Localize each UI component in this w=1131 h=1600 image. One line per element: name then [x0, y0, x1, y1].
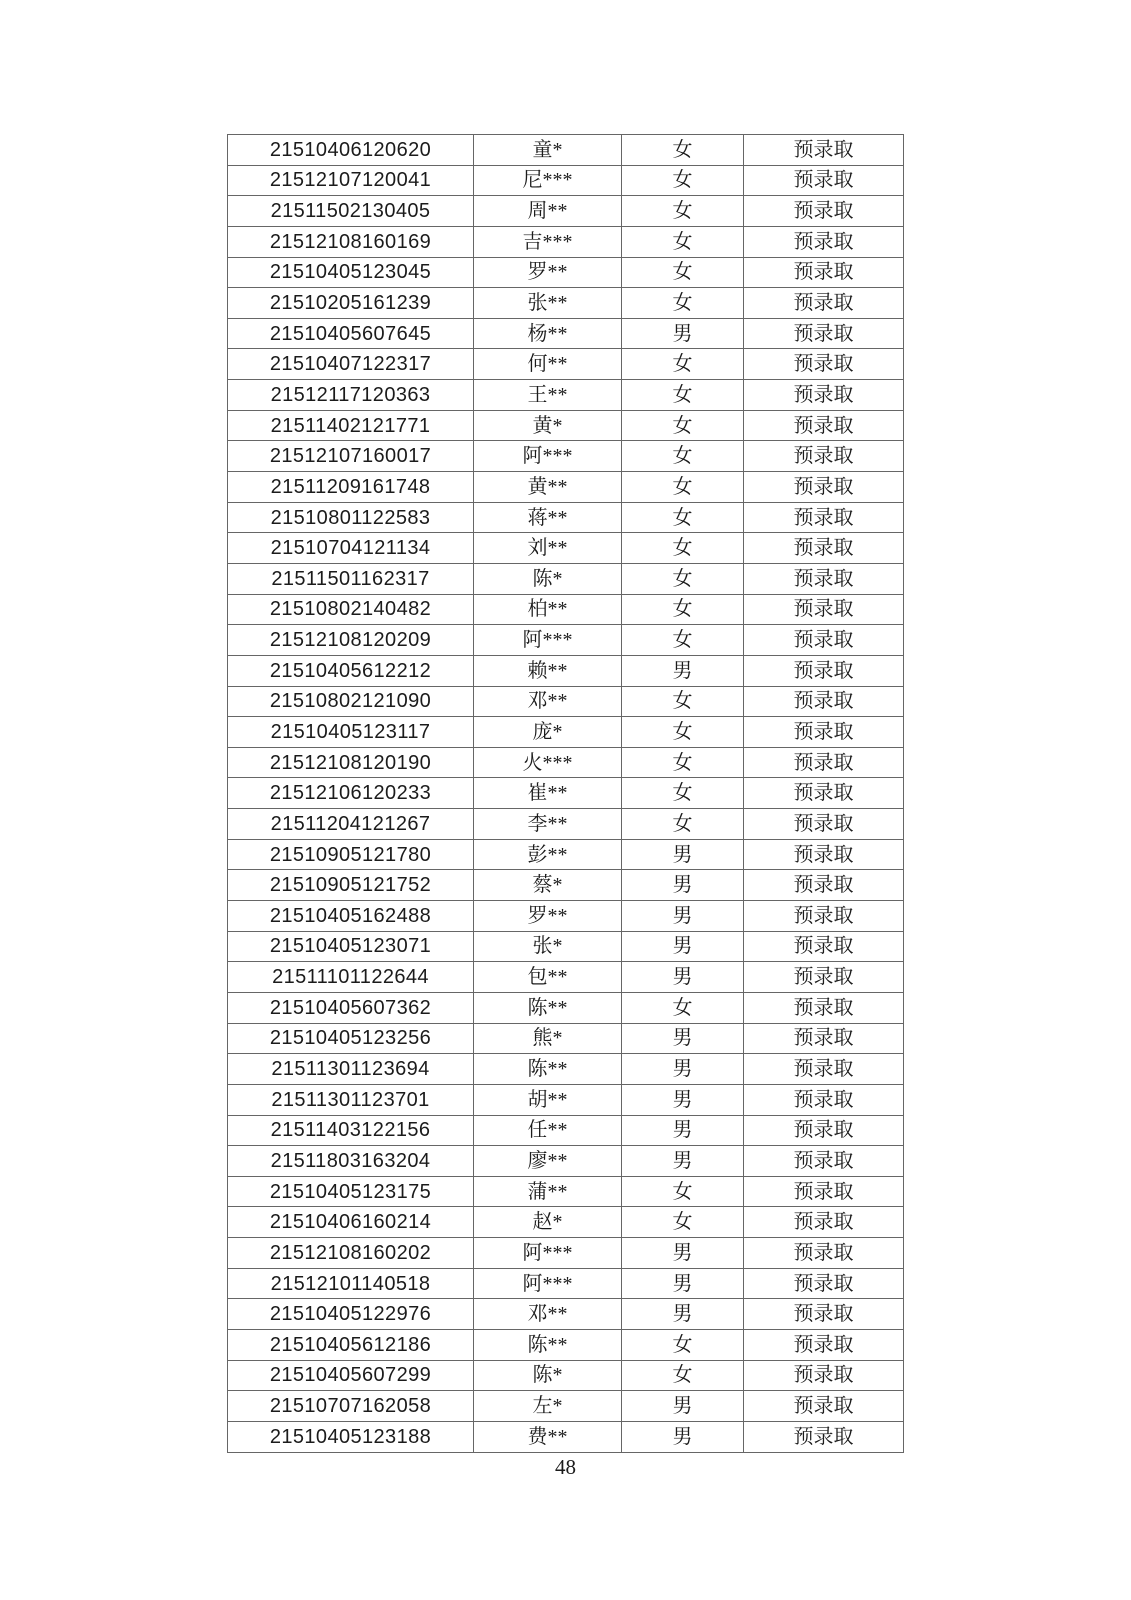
table-row — [228, 533, 904, 564]
status-cell: 预录取 — [744, 747, 904, 778]
name-cell: 崔** — [474, 778, 622, 809]
gender-cell: 男 — [622, 870, 744, 901]
table-row — [228, 901, 904, 932]
table-row — [228, 257, 904, 288]
table-row — [228, 1084, 904, 1115]
gender-cell: 男 — [622, 655, 744, 686]
page-number: 48 — [555, 1455, 576, 1479]
gender-cell: 男 — [622, 318, 744, 349]
name-cell: 王** — [474, 380, 622, 411]
gender-cell: 女 — [622, 226, 744, 257]
name-cell: 火*** — [474, 747, 622, 778]
gender-cell: 女 — [622, 809, 744, 840]
status-cell: 预录取 — [744, 839, 904, 870]
table-row — [228, 870, 904, 901]
name-cell: 陈** — [474, 992, 622, 1023]
gender-cell: 女 — [622, 135, 744, 166]
exam-id-cell: 21510802140482 — [228, 594, 474, 625]
table-row — [228, 502, 904, 533]
gender-cell: 男 — [622, 1238, 744, 1269]
name-cell: 阿*** — [474, 1238, 622, 1269]
table-row — [228, 410, 904, 441]
table-row — [228, 165, 904, 196]
name-cell: 包** — [474, 962, 622, 993]
table-row — [228, 625, 904, 656]
status-cell: 预录取 — [744, 380, 904, 411]
exam-id-cell: 21511403122156 — [228, 1115, 474, 1146]
status-cell: 预录取 — [744, 1421, 904, 1452]
status-cell: 预录取 — [744, 1268, 904, 1299]
exam-id-cell: 21510905121752 — [228, 870, 474, 901]
status-cell: 预录取 — [744, 288, 904, 319]
gender-cell: 女 — [622, 196, 744, 227]
name-cell: 童* — [474, 135, 622, 166]
name-cell: 胡** — [474, 1084, 622, 1115]
exam-id-cell: 21510405123175 — [228, 1176, 474, 1207]
table-row — [228, 1268, 904, 1299]
status-cell: 预录取 — [744, 165, 904, 196]
table-row — [228, 196, 904, 227]
exam-id-cell: 21512117120363 — [228, 380, 474, 411]
table-row — [228, 686, 904, 717]
status-cell: 预录取 — [744, 1238, 904, 1269]
gender-cell: 女 — [622, 410, 744, 441]
name-cell: 彭** — [474, 839, 622, 870]
table-row — [228, 226, 904, 257]
exam-id-cell: 21510405123188 — [228, 1421, 474, 1452]
gender-cell: 女 — [622, 288, 744, 319]
table-row — [228, 1421, 904, 1452]
gender-cell: 男 — [622, 931, 744, 962]
exam-id-cell: 21510405123256 — [228, 1023, 474, 1054]
name-cell: 陈* — [474, 563, 622, 594]
gender-cell: 女 — [622, 563, 744, 594]
exam-id-cell: 21511301123694 — [228, 1054, 474, 1085]
table-row — [228, 1207, 904, 1238]
table-row — [228, 380, 904, 411]
table-row — [228, 717, 904, 748]
gender-cell: 女 — [622, 717, 744, 748]
exam-id-cell: 21510405607645 — [228, 318, 474, 349]
status-cell: 预录取 — [744, 1176, 904, 1207]
name-cell: 罗** — [474, 257, 622, 288]
table-row — [228, 809, 904, 840]
status-cell: 预录取 — [744, 870, 904, 901]
name-cell: 庞* — [474, 717, 622, 748]
gender-cell: 男 — [622, 901, 744, 932]
exam-id-cell: 21510405122976 — [228, 1299, 474, 1330]
exam-id-cell: 21512108120209 — [228, 625, 474, 656]
exam-id-cell: 21511501162317 — [228, 563, 474, 594]
status-cell: 预录取 — [744, 1146, 904, 1177]
exam-id-cell: 21512108160169 — [228, 226, 474, 257]
status-cell: 预录取 — [744, 778, 904, 809]
admission-table — [227, 134, 904, 1453]
gender-cell: 女 — [622, 594, 744, 625]
exam-id-cell: 21510407122317 — [228, 349, 474, 380]
exam-id-cell: 21510405123071 — [228, 931, 474, 962]
exam-id-cell: 21510704121134 — [228, 533, 474, 564]
name-cell: 阿*** — [474, 441, 622, 472]
gender-cell: 女 — [622, 441, 744, 472]
table-row — [228, 1176, 904, 1207]
status-cell: 预录取 — [744, 563, 904, 594]
table-row — [228, 962, 904, 993]
gender-cell: 男 — [622, 962, 744, 993]
exam-id-cell: 21510406120620 — [228, 135, 474, 166]
name-cell: 张* — [474, 931, 622, 962]
name-cell: 廖** — [474, 1146, 622, 1177]
status-cell: 预录取 — [744, 1084, 904, 1115]
exam-id-cell: 21512106120233 — [228, 778, 474, 809]
exam-id-cell: 21512107120041 — [228, 165, 474, 196]
status-cell: 预录取 — [744, 410, 904, 441]
status-cell: 预录取 — [744, 1360, 904, 1391]
admission-table-body — [228, 135, 904, 1453]
gender-cell: 女 — [622, 349, 744, 380]
status-cell: 预录取 — [744, 196, 904, 227]
gender-cell: 男 — [622, 1115, 744, 1146]
exam-id-cell: 21512108120190 — [228, 747, 474, 778]
exam-id-cell: 21510905121780 — [228, 839, 474, 870]
table-row — [228, 288, 904, 319]
name-cell: 蔡* — [474, 870, 622, 901]
gender-cell: 女 — [622, 1176, 744, 1207]
table-row — [228, 1023, 904, 1054]
table-row — [228, 1054, 904, 1085]
exam-id-cell: 21511803163204 — [228, 1146, 474, 1177]
exam-id-cell: 21510801122583 — [228, 502, 474, 533]
name-cell: 邓** — [474, 686, 622, 717]
status-cell: 预录取 — [744, 533, 904, 564]
status-cell: 预录取 — [744, 1023, 904, 1054]
table-row — [228, 1238, 904, 1269]
name-cell: 张** — [474, 288, 622, 319]
table-row — [228, 472, 904, 503]
table-row — [228, 1299, 904, 1330]
name-cell: 柏** — [474, 594, 622, 625]
name-cell: 黄** — [474, 472, 622, 503]
name-cell: 赵* — [474, 1207, 622, 1238]
table-row — [228, 349, 904, 380]
gender-cell: 男 — [622, 1054, 744, 1085]
exam-id-cell: 21510802121090 — [228, 686, 474, 717]
gender-cell: 男 — [622, 1268, 744, 1299]
table-row — [228, 563, 904, 594]
gender-cell: 男 — [622, 1084, 744, 1115]
table-row — [228, 992, 904, 1023]
gender-cell: 女 — [622, 747, 744, 778]
name-cell: 刘** — [474, 533, 622, 564]
table-row — [228, 1360, 904, 1391]
table-row — [228, 839, 904, 870]
name-cell: 邓** — [474, 1299, 622, 1330]
status-cell: 预录取 — [744, 1054, 904, 1085]
status-cell: 预录取 — [744, 257, 904, 288]
exam-id-cell: 21511101122644 — [228, 962, 474, 993]
status-cell: 预录取 — [744, 992, 904, 1023]
status-cell: 预录取 — [744, 901, 904, 932]
status-cell: 预录取 — [744, 135, 904, 166]
name-cell: 蒲** — [474, 1176, 622, 1207]
exam-id-cell: 21512108160202 — [228, 1238, 474, 1269]
table-row — [228, 135, 904, 166]
status-cell: 预录取 — [744, 809, 904, 840]
gender-cell: 女 — [622, 992, 744, 1023]
table-row — [228, 441, 904, 472]
table-row — [228, 655, 904, 686]
status-cell: 预录取 — [744, 1391, 904, 1422]
status-cell: 预录取 — [744, 717, 904, 748]
gender-cell: 男 — [622, 1421, 744, 1452]
exam-id-cell: 21510405612212 — [228, 655, 474, 686]
exam-id-cell: 21511204121267 — [228, 809, 474, 840]
name-cell: 罗** — [474, 901, 622, 932]
gender-cell: 女 — [622, 625, 744, 656]
exam-id-cell: 21510405123045 — [228, 257, 474, 288]
exam-id-cell: 21511502130405 — [228, 196, 474, 227]
status-cell: 预录取 — [744, 594, 904, 625]
gender-cell: 女 — [622, 1360, 744, 1391]
name-cell: 左* — [474, 1391, 622, 1422]
name-cell: 杨** — [474, 318, 622, 349]
exam-id-cell: 21511402121771 — [228, 410, 474, 441]
table-row — [228, 778, 904, 809]
gender-cell: 男 — [622, 1299, 744, 1330]
status-cell: 预录取 — [744, 318, 904, 349]
exam-id-cell: 21510405123117 — [228, 717, 474, 748]
name-cell: 任** — [474, 1115, 622, 1146]
gender-cell: 女 — [622, 686, 744, 717]
table-row — [228, 931, 904, 962]
status-cell: 预录取 — [744, 1207, 904, 1238]
name-cell: 陈* — [474, 1360, 622, 1391]
exam-id-cell: 21510205161239 — [228, 288, 474, 319]
exam-id-cell: 21510405162488 — [228, 901, 474, 932]
status-cell: 预录取 — [744, 655, 904, 686]
name-cell: 周** — [474, 196, 622, 227]
gender-cell: 女 — [622, 1329, 744, 1360]
name-cell: 黄* — [474, 410, 622, 441]
gender-cell: 男 — [622, 1391, 744, 1422]
name-cell: 吉*** — [474, 226, 622, 257]
gender-cell: 女 — [622, 165, 744, 196]
name-cell: 阿*** — [474, 1268, 622, 1299]
table-row — [228, 1329, 904, 1360]
status-cell: 预录取 — [744, 502, 904, 533]
status-cell: 预录取 — [744, 441, 904, 472]
exam-id-cell: 21510405612186 — [228, 1329, 474, 1360]
status-cell: 预录取 — [744, 1115, 904, 1146]
exam-id-cell: 21510707162058 — [228, 1391, 474, 1422]
gender-cell: 女 — [622, 502, 744, 533]
name-cell: 陈** — [474, 1054, 622, 1085]
gender-cell: 女 — [622, 778, 744, 809]
status-cell: 预录取 — [744, 226, 904, 257]
table-row — [228, 1146, 904, 1177]
name-cell: 李** — [474, 809, 622, 840]
name-cell: 熊* — [474, 1023, 622, 1054]
exam-id-cell: 21511209161748 — [228, 472, 474, 503]
gender-cell: 女 — [622, 1207, 744, 1238]
gender-cell: 男 — [622, 1146, 744, 1177]
status-cell: 预录取 — [744, 472, 904, 503]
table-row — [228, 318, 904, 349]
table-row — [228, 1115, 904, 1146]
gender-cell: 男 — [622, 1023, 744, 1054]
name-cell: 蒋** — [474, 502, 622, 533]
name-cell: 尼*** — [474, 165, 622, 196]
status-cell: 预录取 — [744, 931, 904, 962]
status-cell: 预录取 — [744, 349, 904, 380]
status-cell: 预录取 — [744, 962, 904, 993]
table-row — [228, 1391, 904, 1422]
table-row — [228, 594, 904, 625]
name-cell: 赖** — [474, 655, 622, 686]
name-cell: 费** — [474, 1421, 622, 1452]
name-cell: 阿*** — [474, 625, 622, 656]
status-cell: 预录取 — [744, 625, 904, 656]
status-cell: 预录取 — [744, 686, 904, 717]
exam-id-cell: 21512107160017 — [228, 441, 474, 472]
gender-cell: 女 — [622, 380, 744, 411]
status-cell: 预录取 — [744, 1329, 904, 1360]
exam-id-cell: 21510405607299 — [228, 1360, 474, 1391]
gender-cell: 男 — [622, 839, 744, 870]
name-cell: 陈** — [474, 1329, 622, 1360]
gender-cell: 女 — [622, 257, 744, 288]
exam-id-cell: 21510405607362 — [228, 992, 474, 1023]
exam-id-cell: 21511301123701 — [228, 1084, 474, 1115]
gender-cell: 女 — [622, 472, 744, 503]
status-cell: 预录取 — [744, 1299, 904, 1330]
gender-cell: 女 — [622, 533, 744, 564]
table-row — [228, 747, 904, 778]
exam-id-cell: 21512101140518 — [228, 1268, 474, 1299]
exam-id-cell: 21510406160214 — [228, 1207, 474, 1238]
name-cell: 何** — [474, 349, 622, 380]
